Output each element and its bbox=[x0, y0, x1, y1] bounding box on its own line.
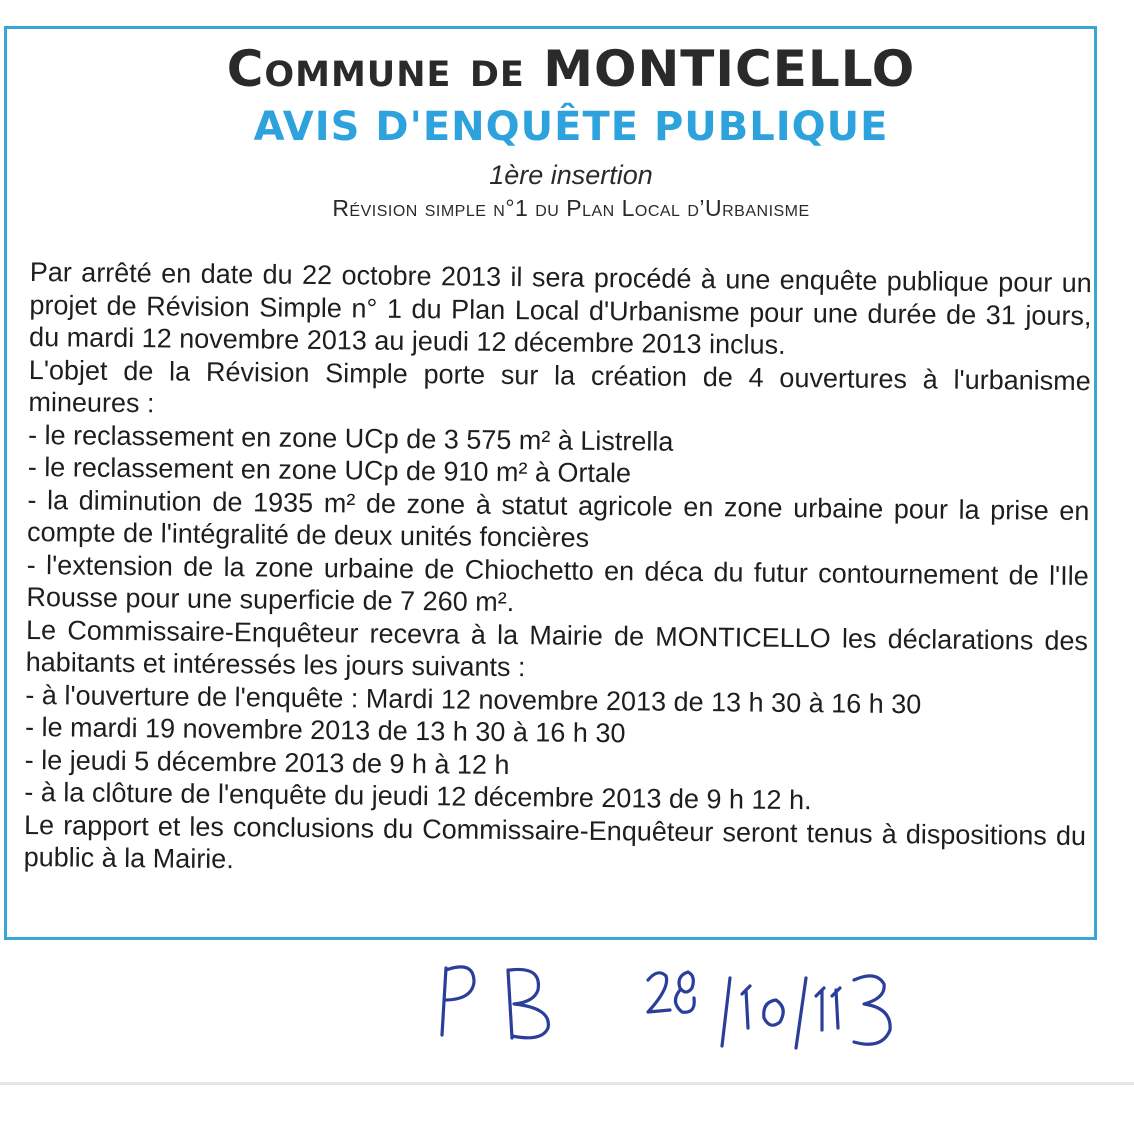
handwritten-date bbox=[648, 972, 890, 1048]
schedule-item-cloture: - à la clôture de l'enquête du jeudi 12 décembre 2013 de 9 h 12 h. bbox=[24, 776, 812, 816]
handwritten-initials bbox=[442, 967, 548, 1038]
handwritten-annotation bbox=[430, 950, 990, 1060]
insertion-label: 1ère insertion bbox=[489, 160, 653, 190]
schedule-item-19-novembre: - le mardi 19 novembre 2013 de 13 h 30 à 16 h 30 bbox=[24, 711, 626, 749]
paragraph-commissaire: Le Commissaire-Enquêteur recevra à la Mairie de MONTICELLO les déclarations des habitants et intéressés les jours suivants : bbox=[25, 614, 1089, 683]
schedule-item-ouverture: - à l'ouverture de l'enquête : Mardi 12 novembre 2013 de 13 h 30 à 16 h 30 bbox=[25, 679, 922, 719]
notice-body bbox=[24, 256, 1092, 885]
schedule-item-5-decembre: - le jeudi 5 décembre 2013 de 9 h à 12 h bbox=[24, 744, 510, 780]
notice-heading: AVIS D'ENQUÊTE PUBLIQUE bbox=[253, 104, 889, 150]
paragraph-rapport: Le rapport et les conclusions du Commissaire-Enquêteur seront tenus à dispositions du public à la Mairie. bbox=[23, 809, 1087, 875]
revision-subtitle: Révision simple n°1 du Plan Local d’Urbanisme bbox=[332, 195, 810, 221]
page-edge-shadow bbox=[0, 1082, 1134, 1085]
list-item-diminution: - la diminution de 1935 m² de zone à statut agricole en zone urbaine pour la prise en compte de l'intégralité de deux unités foncières bbox=[26, 484, 1090, 553]
list-item-listrella: - le reclassement en zone UCp de 3 575 m² à Listrella bbox=[27, 419, 674, 457]
list-item-ortale: - le reclassement en zone UCp de 910 m² à Ortale bbox=[27, 451, 632, 489]
paragraph-objet: L'objet de la Révision Simple porte sur la création de 4 ouvertures à l'urbanisme mineures : bbox=[28, 354, 1091, 419]
commune-title: Commune de MONTICELLO bbox=[226, 40, 916, 98]
paragraph-arrete: Par arrêté en date du 22 octobre 2013 il sera procédé à une enquête publique pour un projet de Révision Simple n° 1 du Plan Local d'Urbanisme pour une durée de 31 jours, du mardi 12 novembre 2013 au jeudi 12 décembre 2013 inclus. bbox=[28, 256, 1092, 360]
list-item-extension: - l'extension de la zone urbaine de Chiochetto en déca du futur contournement de l'Ile Rousse pour une superficie de 7 260 m². bbox=[26, 549, 1089, 618]
